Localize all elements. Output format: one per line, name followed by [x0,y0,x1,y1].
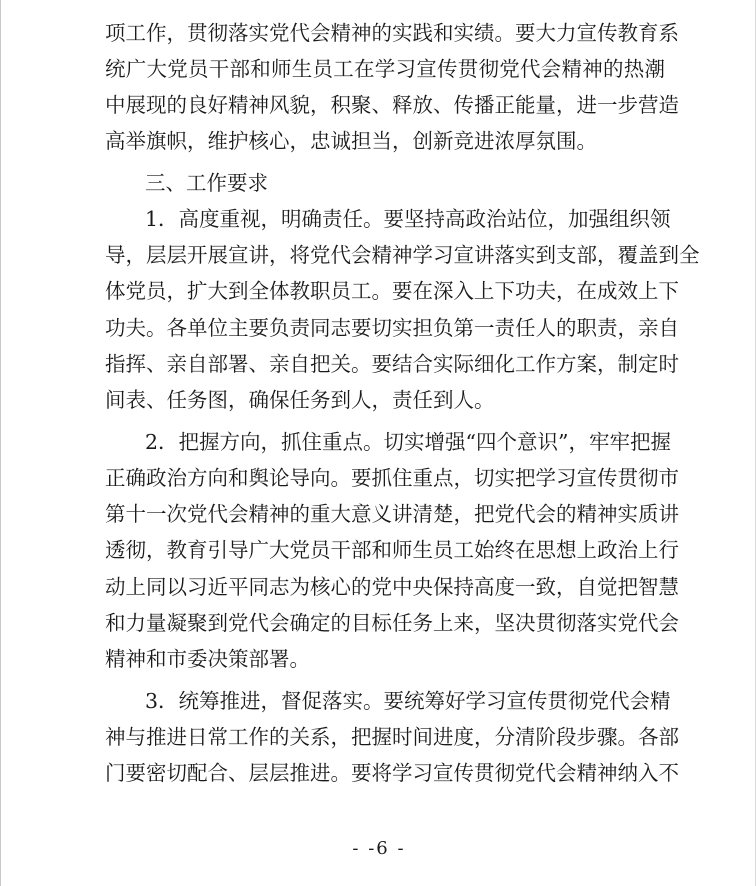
body-text-line: 动上同以习近平同志为核心的党中央保持高度一致，自觉把智慧 [105,575,679,599]
page-number: - -6 - [352,838,406,859]
body-text-line: 高举旗帜，维护核心，忠诚担当，创新竞进浓厚氛围。 [105,129,597,153]
body-text-line: 间表、任务图，确保任务到人，责任到人。 [105,388,495,412]
body-text-line: 精神和市委决策部署。 [105,647,310,671]
body-text-line: 门要密切配合、层层推进。要将学习宣传贯彻党代会精神纳入不 [105,761,679,785]
section-heading: 三、工作要求 [145,171,268,195]
body-text-line: 透彻，教育引导广大党员干部和师生员工始终在思想上政治上行 [105,538,679,562]
body-text-line: 中展现的良好精神风貌，积聚、释放、传播正能量，进一步营造 [105,93,679,117]
body-text-line: 神与推进日常工作的关系，把握时间进度，分清阶段步骤。各部 [105,725,679,749]
body-text-line: 和力量凝聚到党代会确定的目标任务上来，坚决贯彻落实党代会 [105,611,679,635]
body-text-line: 功夫。各单位主要负责同志要切实担负第一责任人的职责，亲自 [105,316,679,340]
body-text-line: 指挥、亲自部署、亲自把关。要结合实际细化工作方案，制定时 [105,352,679,376]
body-text-line: 1．高度重视，明确责任。要坚持高政治站位，加强组织领 [145,207,671,231]
body-text-line: 项工作，贯彻落实党代会精神的实践和实绩。要大力宣传教育系 [105,21,679,45]
body-text-line: 3．统筹推进，督促落实。要统筹好学习宣传贯彻党代会精 [145,689,671,713]
body-text-line: 体党员，扩大到全体教职员工。要在深入上下功夫，在成效上下 [105,279,679,303]
body-text-line: 2．把握方向，抓住重点。切实增强“四个意识”，牢牢把握 [145,430,672,454]
body-text-line: 统广大党员干部和师生员工在学习宣传贯彻党代会精神的热潮 [105,57,665,81]
body-text-line: 第十一次党代会精神的重大意义讲清楚，把党代会的精神实质讲 [105,502,679,526]
body-text-line: 导，层层开展宣讲，将党代会精神学习宣讲落实到支部，覆盖到全 [105,243,700,267]
body-text-line: 正确政治方向和舆论导向。要抓住重点，切实把学习宣传贯彻市 [105,466,679,490]
